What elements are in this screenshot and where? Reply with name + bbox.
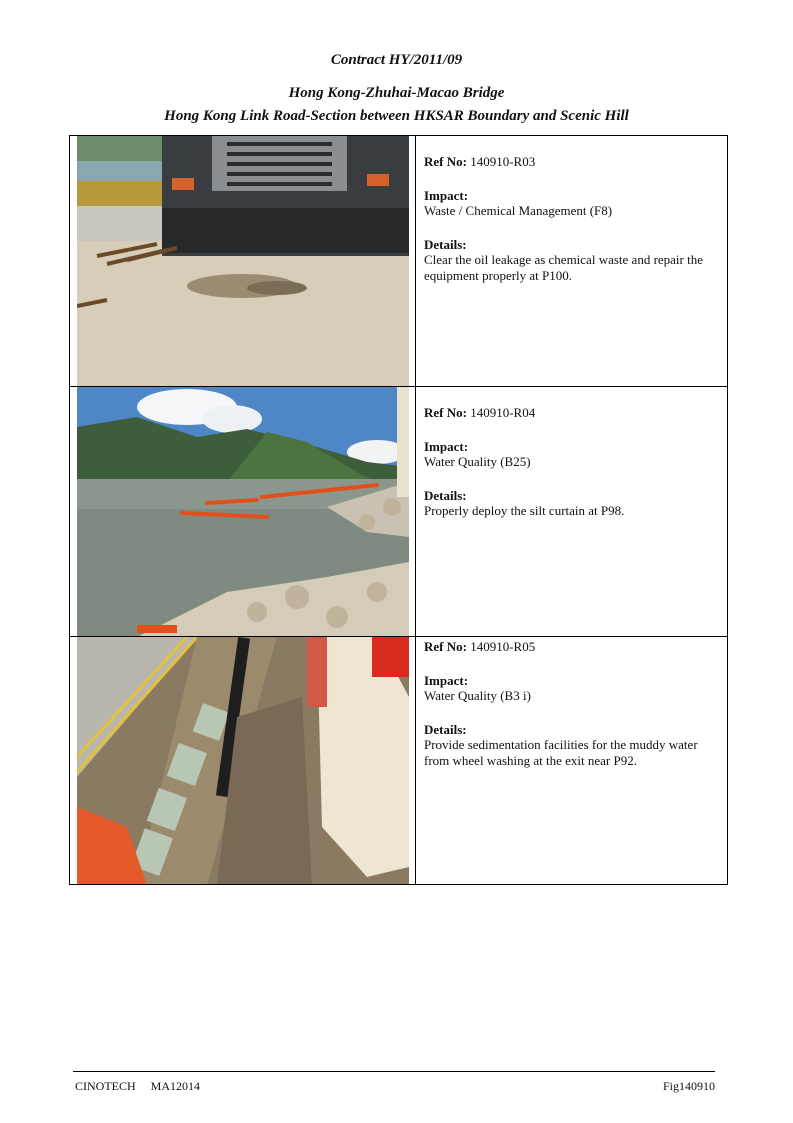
truck-oil-leak-photo — [77, 136, 409, 386]
footer-figure: Fig140910 — [662, 1079, 715, 1093]
project-title: Hong Kong-Zhuhai-Macao Bridge — [288, 85, 505, 101]
contract-title: Contract HY/2011/09 — [330, 52, 463, 68]
table-row — [70, 636, 727, 884]
record-details — [424, 154, 721, 301]
roadside-sandbags-photo — [77, 637, 409, 884]
ref-label: Ref No: — [424, 639, 467, 654]
ref-number: 140910-R05 — [470, 639, 536, 654]
column-divider — [415, 136, 416, 386]
footer-divider — [73, 1071, 715, 1072]
footer-left — [75, 1079, 200, 1094]
impact-label: Impact: — [424, 187, 469, 203]
details-value: Properly deploy the silt curtain at P98. — [424, 503, 625, 518]
impact-value: Water Quality (B25) — [424, 454, 531, 469]
details-label: Details: — [424, 487, 467, 503]
column-divider — [415, 637, 416, 884]
ref-number: 140910-R03 — [470, 154, 536, 169]
ref-number: 140910-R04 — [470, 405, 536, 420]
details-value: Clear the oil leakage as chemical waste and repair the equipment properly at P100. — [424, 252, 704, 283]
details-label: Details: — [424, 721, 467, 737]
impact-label: Impact: — [424, 672, 469, 688]
silt-curtain-sea-photo — [77, 387, 409, 636]
ref-label: Ref No: — [424, 154, 467, 169]
record-details — [424, 405, 721, 537]
ref-label: Ref No: — [424, 405, 467, 420]
inspection-table — [69, 135, 728, 885]
column-divider — [415, 387, 416, 636]
table-row — [70, 136, 727, 386]
table-row — [70, 386, 727, 636]
footer-ref: MA12014 — [150, 1079, 201, 1093]
impact-value: Waste / Chemical Management (F8) — [424, 203, 613, 218]
footer-company: CINOTECH — [75, 1079, 136, 1093]
impact-value: Water Quality (B3 i) — [424, 688, 531, 703]
section-title: Hong Kong Link Road-Section between HKSAR Boundary and Scenic Hill — [164, 108, 629, 124]
impact-label: Impact: — [424, 438, 469, 454]
details-value: Provide sedimentation facilities for the muddy water from wheel washing at the exit near P92. — [424, 737, 698, 768]
record-details — [424, 639, 721, 786]
details-label: Details: — [424, 236, 467, 252]
